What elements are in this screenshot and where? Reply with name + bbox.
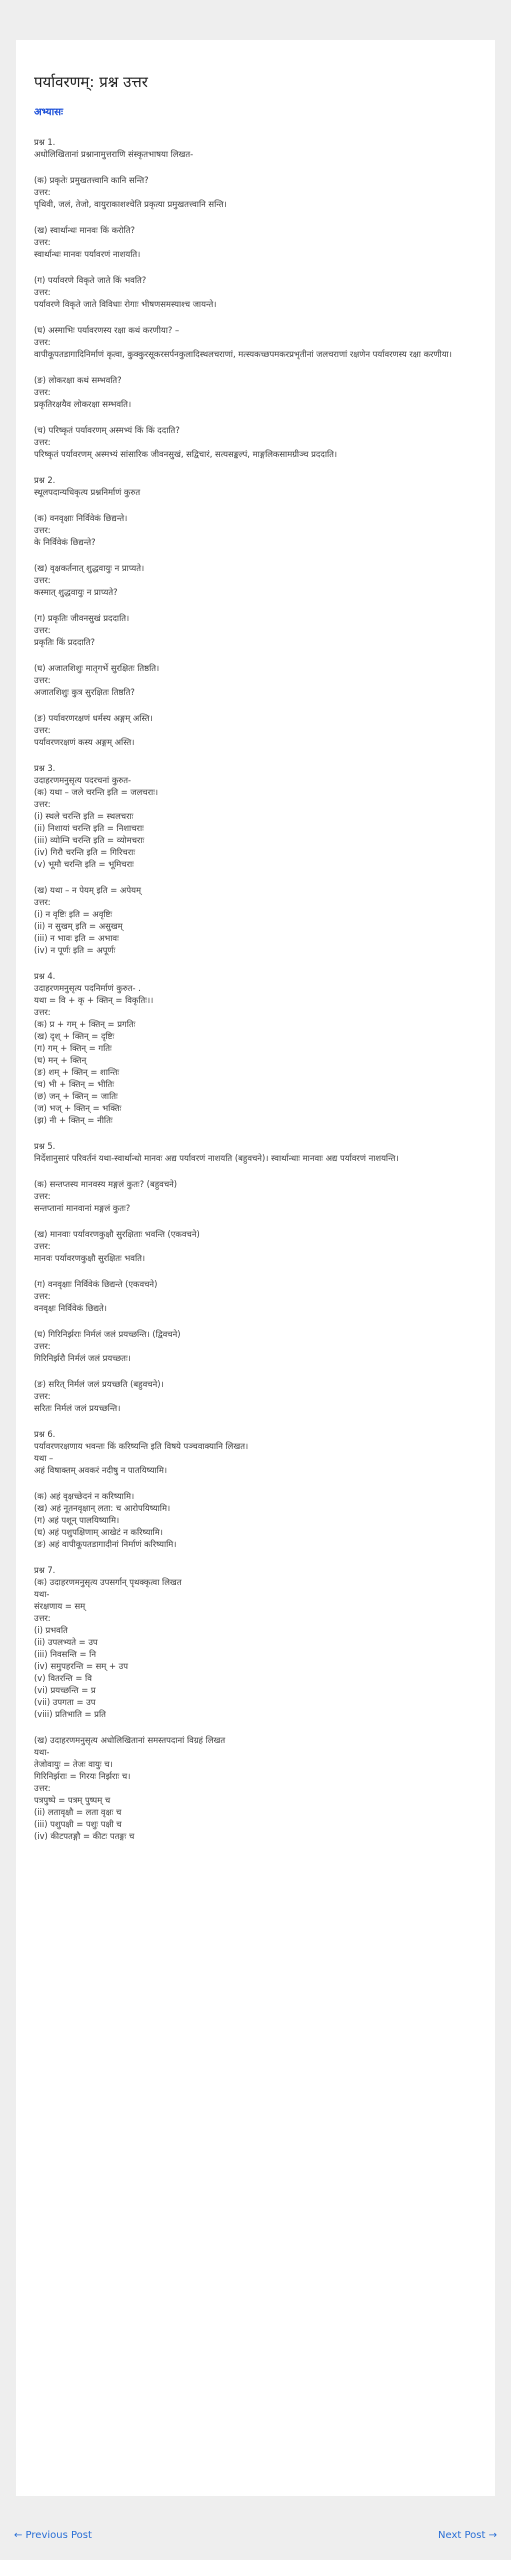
qa-block: [34, 1278, 477, 1314]
text-line: (i) स्थले चरन्ति इति = स्थलचराः: [34, 811, 134, 821]
text-line: (ख) स्वार्थान्धः मानवः किं करोति?: [34, 225, 135, 235]
next-post-link[interactable]: Next Post →: [438, 2530, 497, 2541]
text-line: (ग) प्रकृतिः जीवनसुखं प्रददाति।: [34, 613, 130, 623]
text-line: यथा-: [34, 1747, 50, 1757]
text-line: उत्तर:: [34, 897, 51, 907]
text-line: (क) यथा – जले चरन्ति इति = जलचराः।: [34, 787, 159, 797]
qa-block: [34, 1140, 477, 1164]
qa-block: [34, 424, 477, 460]
text-line: उत्तर:: [34, 187, 51, 197]
text-line: यथा –: [34, 1453, 54, 1463]
text-line: प्रश्न 7.: [34, 1565, 56, 1575]
qa-block: [34, 136, 477, 160]
text-line: (ग) पर्यावरणे विकृते जाते किं भवति?: [34, 275, 147, 285]
text-line: के निर्विवेकं छिद्यन्ते?: [34, 537, 96, 547]
qa-block: [34, 970, 477, 1126]
text-line: तेजोवायुः = तेजः वायुः च।: [34, 1759, 113, 1769]
text-line: (ii) निशायां चरन्ति इति = निशाचराः: [34, 823, 144, 833]
text-line: (ङ) अहं वापीकूपतडागादीनां निर्माणं करिष्यामि।: [34, 1539, 177, 1549]
text-line: उत्तर:: [34, 1191, 51, 1201]
text-line: गिरिनिर्झरौ निर्मलं जलं प्रयच्छतः।: [34, 1353, 131, 1363]
text-line: (ख) वृक्षकर्तनात् शुद्धवायुः न प्राप्यते।: [34, 563, 145, 573]
text-line: (ii) लतावृक्षौ = लता वृक्षः च: [34, 1807, 122, 1817]
text-line: उत्तर:: [34, 575, 51, 585]
text-line: वनवृक्षः निर्विवेकं छिद्यते।: [34, 1303, 107, 1313]
qa-block: [34, 274, 477, 310]
text-line: (छ) जन् + क्तिन् = जातिः: [34, 1091, 118, 1101]
text-line: गिरिनिर्झराः = गिरयः निर्झराः च।: [34, 1771, 131, 1781]
text-line: (ग) वनवृक्षाः निर्विवेकं छिद्यन्ते (एकवचने): [34, 1279, 158, 1289]
qa-block: [34, 612, 477, 648]
text-line: उत्तर:: [34, 675, 51, 685]
text-line: (घ) अस्माभिः पर्यावरणस्य रक्षा कथं करणीया? –: [34, 325, 180, 335]
qa-block: [34, 224, 477, 260]
text-line: (ग) अहं पशून् पालयिष्यामि।: [34, 1515, 120, 1525]
text-line: उत्तर:: [34, 725, 51, 735]
text-line: सन्तप्तानां मानवानां मङ्गलं कुतः?: [34, 1203, 131, 1213]
qa-block: [34, 1328, 477, 1364]
text-line: परिष्कृतं पर्यावरणम् अस्मभ्यं सांसारिक जीवनसुखं, सद्विचारं, सत्यसङ्कल्पं, माङ्गलिकसामग्रीञ्च प्रददाति।: [34, 449, 338, 459]
text-line: उत्तर:: [34, 387, 51, 397]
qa-block: [34, 1734, 477, 1842]
text-line: (v) भूमौ चरन्ति इति = भूमिचराः: [34, 859, 134, 869]
qa-block: [34, 1178, 477, 1214]
text-line: (ख) उदाहरणमनुसृत्य अधोलिखितानां समस्तपदानां विग्रहं लिखत: [34, 1735, 226, 1745]
text-line: (घ) अजातशिशुः मातृगर्भे सुरक्षितः तिष्ठति।: [34, 663, 160, 673]
text-line: प्रश्न 3.: [34, 763, 56, 773]
qa-block: [34, 662, 477, 698]
qa-block: [34, 512, 477, 548]
text-line: (iii) व्योम्नि चरन्ति इति = व्योमचराः: [34, 835, 145, 845]
text-line: उत्तर:: [34, 237, 51, 247]
text-line: निर्देशानुसारं परिवर्तनं यथा-स्वार्थान्धो मानवः अद्य पर्यावरणं नाशयति (बहुवचने)। स्वार्थान्धाः मानवाः अद्य पर्यावरणं नाशयन्ति।: [34, 1153, 399, 1163]
text-line: (क) प्र + गम् + क्तिन् = प्रगतिः: [34, 1019, 136, 1029]
text-line: संरक्षणाय = सम्: [34, 1601, 86, 1611]
text-line: उत्तर:: [34, 1613, 51, 1623]
text-line: उत्तर:: [34, 1007, 51, 1017]
text-line: (क) प्रकृतेः प्रमुखतत्त्वानि कानि सन्ति?: [34, 175, 149, 185]
text-line: पर्यावरणरक्षणाय भवन्तः किं करिष्यन्ति इति विषये पञ्चवाक्यानि लिखत।: [34, 1441, 249, 1451]
text-line: उत्तर:: [34, 625, 51, 635]
text-line: अजातशिशुः कुत्र सुरक्षितः तिष्ठति?: [34, 687, 135, 697]
qa-block: [34, 762, 477, 870]
qa-block: [34, 1228, 477, 1264]
text-line: अधोलिखितानां प्रश्नानामुत्तराणि संस्कृतभाषया लिखत-: [34, 149, 194, 159]
text-line: यथा = वि + कृ + क्तिन् = विकृतिः।।: [34, 995, 154, 1005]
text-line: (घ) अहं पशुपक्षिणाम् आखेटं न करिष्यामि।: [34, 1527, 163, 1537]
text-line: प्रकृतिरक्षयैव लोकरक्षा सम्भवति।: [34, 399, 132, 409]
text-line: वापीकूपतडागादिनिर्माणं कृत्वा, कुक्कुरसूकरसर्पनकुलादिस्थलचराणां, मत्स्यकच्छपमकरप्रभृतीनां जलचराणां रक्षणेन पर्यावरणस्य रक्षा करणीया।: [34, 349, 452, 359]
text-line: (क) अहं वृक्षच्छेदनं न करिष्यामि।: [34, 1491, 135, 1501]
text-line: (iii) न भावः इति = अभावः: [34, 933, 119, 943]
text-line: प्रश्न 4.: [34, 971, 56, 981]
text-line: (ii) उपलभ्यते = उप: [34, 1637, 98, 1647]
text-line: (क) उदाहरणमनुसृत्य उपसर्गान् पृथक्कृत्वा लिखत: [34, 1577, 182, 1587]
text-line: (ङ) सरित् निर्मलं जलं प्रयच्छति (बहुवचने)।: [34, 1379, 164, 1389]
qa-block: [34, 1428, 477, 1476]
text-line: स्वार्थान्धः मानवः पर्यावरणं नाशयति।: [34, 249, 141, 259]
text-line: उत्तर:: [34, 437, 51, 447]
article-content: [34, 136, 477, 1842]
text-line: (झ) नी + क्तिन् = नीतिः: [34, 1115, 113, 1125]
text-line: (v) वितरन्ति = वि: [34, 1673, 92, 1683]
qa-block: [34, 884, 477, 956]
text-line: (घ) गिरिनिर्झराः निर्मलं जलं प्रयच्छन्ति। (द्विवचने): [34, 1329, 181, 1339]
text-line: (ङ) शम् + क्तिन् = शान्तिः: [34, 1067, 120, 1077]
text-line: (ज) भज् + क्तिन् = भक्तिः: [34, 1103, 122, 1113]
text-line: पर्यावरणरक्षणं कस्य अङ्गम् अस्ति।: [34, 737, 135, 747]
text-line: पर्यावरणे विकृते जाते विविधाः रोगाः भीषणसमस्याश्च जायन्ते।: [34, 299, 217, 309]
text-line: (vi) प्रयच्छन्ति = प्र: [34, 1685, 96, 1695]
text-line: उत्तर:: [34, 1391, 51, 1401]
text-line: प्रश्न 5.: [34, 1141, 56, 1151]
text-line: उत्तर:: [34, 1783, 51, 1793]
text-line: (iv) कीटपतङ्गौ = कीटः पतङ्गः च: [34, 1831, 135, 1841]
text-line: (क) वनवृक्षाः निर्विवेकं छिद्यन्ते।: [34, 513, 128, 523]
text-line: उत्तर:: [34, 1291, 51, 1301]
qa-block: [34, 174, 477, 210]
text-line: कस्मात् शुद्धवायुः न प्राप्यते?: [34, 587, 118, 597]
text-line: मानवः पर्यावरणकुक्षौ सुरक्षितः भवति।: [34, 1253, 146, 1263]
text-line: (च) भी + क्तिन् = भीतिः: [34, 1079, 115, 1089]
page-title: पर्यावरणम्: प्रश्न उत्तर: [34, 73, 148, 91]
text-line: प्रश्न 2.: [34, 475, 56, 485]
text-line: (iv) न पूर्णः इति = अपूर्णः: [34, 945, 116, 955]
text-line: अहं विषाक्तम् अवकरं नदीषु न पातयिष्यामि।: [34, 1465, 168, 1475]
section-heading: अभ्यासः: [34, 107, 63, 118]
text-line: प्रकृतिः किं प्रददाति?: [34, 637, 95, 647]
text-line: उत्तर:: [34, 1341, 51, 1351]
text-line: (ख) यथा – न पेयम् इति = अपेयम्: [34, 885, 141, 895]
qa-block: [34, 712, 477, 748]
text-line: (च) परिष्कृतं पर्यावरणम् अस्मभ्यं किं किं ददाति?: [34, 425, 180, 435]
text-line: (ख) दृश् + क्तिन् = दृष्टिः: [34, 1031, 115, 1041]
text-line: (क) सन्तप्तस्य मानवस्य मङ्गलं कुतः? (बहुवचने): [34, 1179, 178, 1189]
text-line: उत्तर:: [34, 287, 51, 297]
text-line: यथा-: [34, 1589, 50, 1599]
text-line: (iii) पशुपक्षी = पशुः पक्षी च: [34, 1819, 122, 1829]
text-line: स्थूलपदान्यधिकृत्य प्रश्ननिर्माणं कुरुत: [34, 487, 141, 497]
qa-block: [34, 1564, 477, 1720]
text-line: (घ) मन् + क्तिन्: [34, 1055, 87, 1065]
text-line: (ii) न सुखम् इति = असुखम्: [34, 921, 123, 931]
text-line: सरितः निर्मलं जलं प्रयच्छन्ति।: [34, 1403, 121, 1413]
qa-block: [34, 474, 477, 498]
qa-block: [34, 562, 477, 598]
text-line: पृथिवी, जलं, तेजो, वायुराकाशश्चेति प्रकृत्या प्रमुखतत्त्वानि सन्ति।: [34, 199, 227, 209]
text-line: (vii) उपगता = उप: [34, 1697, 96, 1707]
qa-block: [34, 1378, 477, 1414]
article-card: [16, 40, 495, 2496]
text-line: (iv) समुपहरन्ति = सम् + उप: [34, 1661, 129, 1671]
post-navigation: [0, 2520, 511, 2560]
text-line: (ख) अहं नूतनवृक्षान् लता: च आरोपयिष्यामि।: [34, 1503, 171, 1513]
text-line: (i) न वृष्टिः इति = अवृष्टिः: [34, 909, 113, 919]
text-line: (iii) निवसन्ति = नि: [34, 1649, 96, 1659]
text-line: (i) प्रभवति: [34, 1625, 68, 1635]
text-line: (ङ) लोकरक्षा कथं सम्भवति?: [34, 375, 122, 385]
text-line: प्रश्न 6.: [34, 1429, 56, 1439]
text-line: उदाहरणमनुसृत्य पदनिर्माणं कुरुत- .: [34, 983, 141, 993]
text-line: उत्तर:: [34, 1241, 51, 1251]
text-line: (ख) मानवाः पर्यावरणकुक्षौ सुरक्षिताः भवन्ति (एकवचने): [34, 1229, 200, 1239]
qa-block: [34, 1490, 477, 1550]
text-line: (iv) गिरौ चरन्ति इति = गिरिचराः: [34, 847, 136, 857]
text-line: उदाहरणमनुसृत्य पदरचनां कुरुत-: [34, 775, 132, 785]
text-line: उत्तर:: [34, 525, 51, 535]
text-line: (ङ) पर्यावरणरक्षणं धर्मस्य अङ्गम् अस्ति।: [34, 713, 153, 723]
text-line: उत्तर:: [34, 337, 51, 347]
text-line: पत्रपुष्पे = पत्रम् पुष्पम् च: [34, 1795, 111, 1805]
text-line: प्रश्न 1.: [34, 137, 56, 147]
text-line: (viii) प्रतिभाति = प्रति: [34, 1709, 106, 1719]
qa-block: [34, 324, 477, 360]
text-line: उत्तर:: [34, 799, 51, 809]
text-line: (ग) गम् + क्तिन् = गतिः: [34, 1043, 112, 1053]
qa-block: [34, 374, 477, 410]
previous-post-link[interactable]: ← Previous Post: [14, 2530, 92, 2541]
